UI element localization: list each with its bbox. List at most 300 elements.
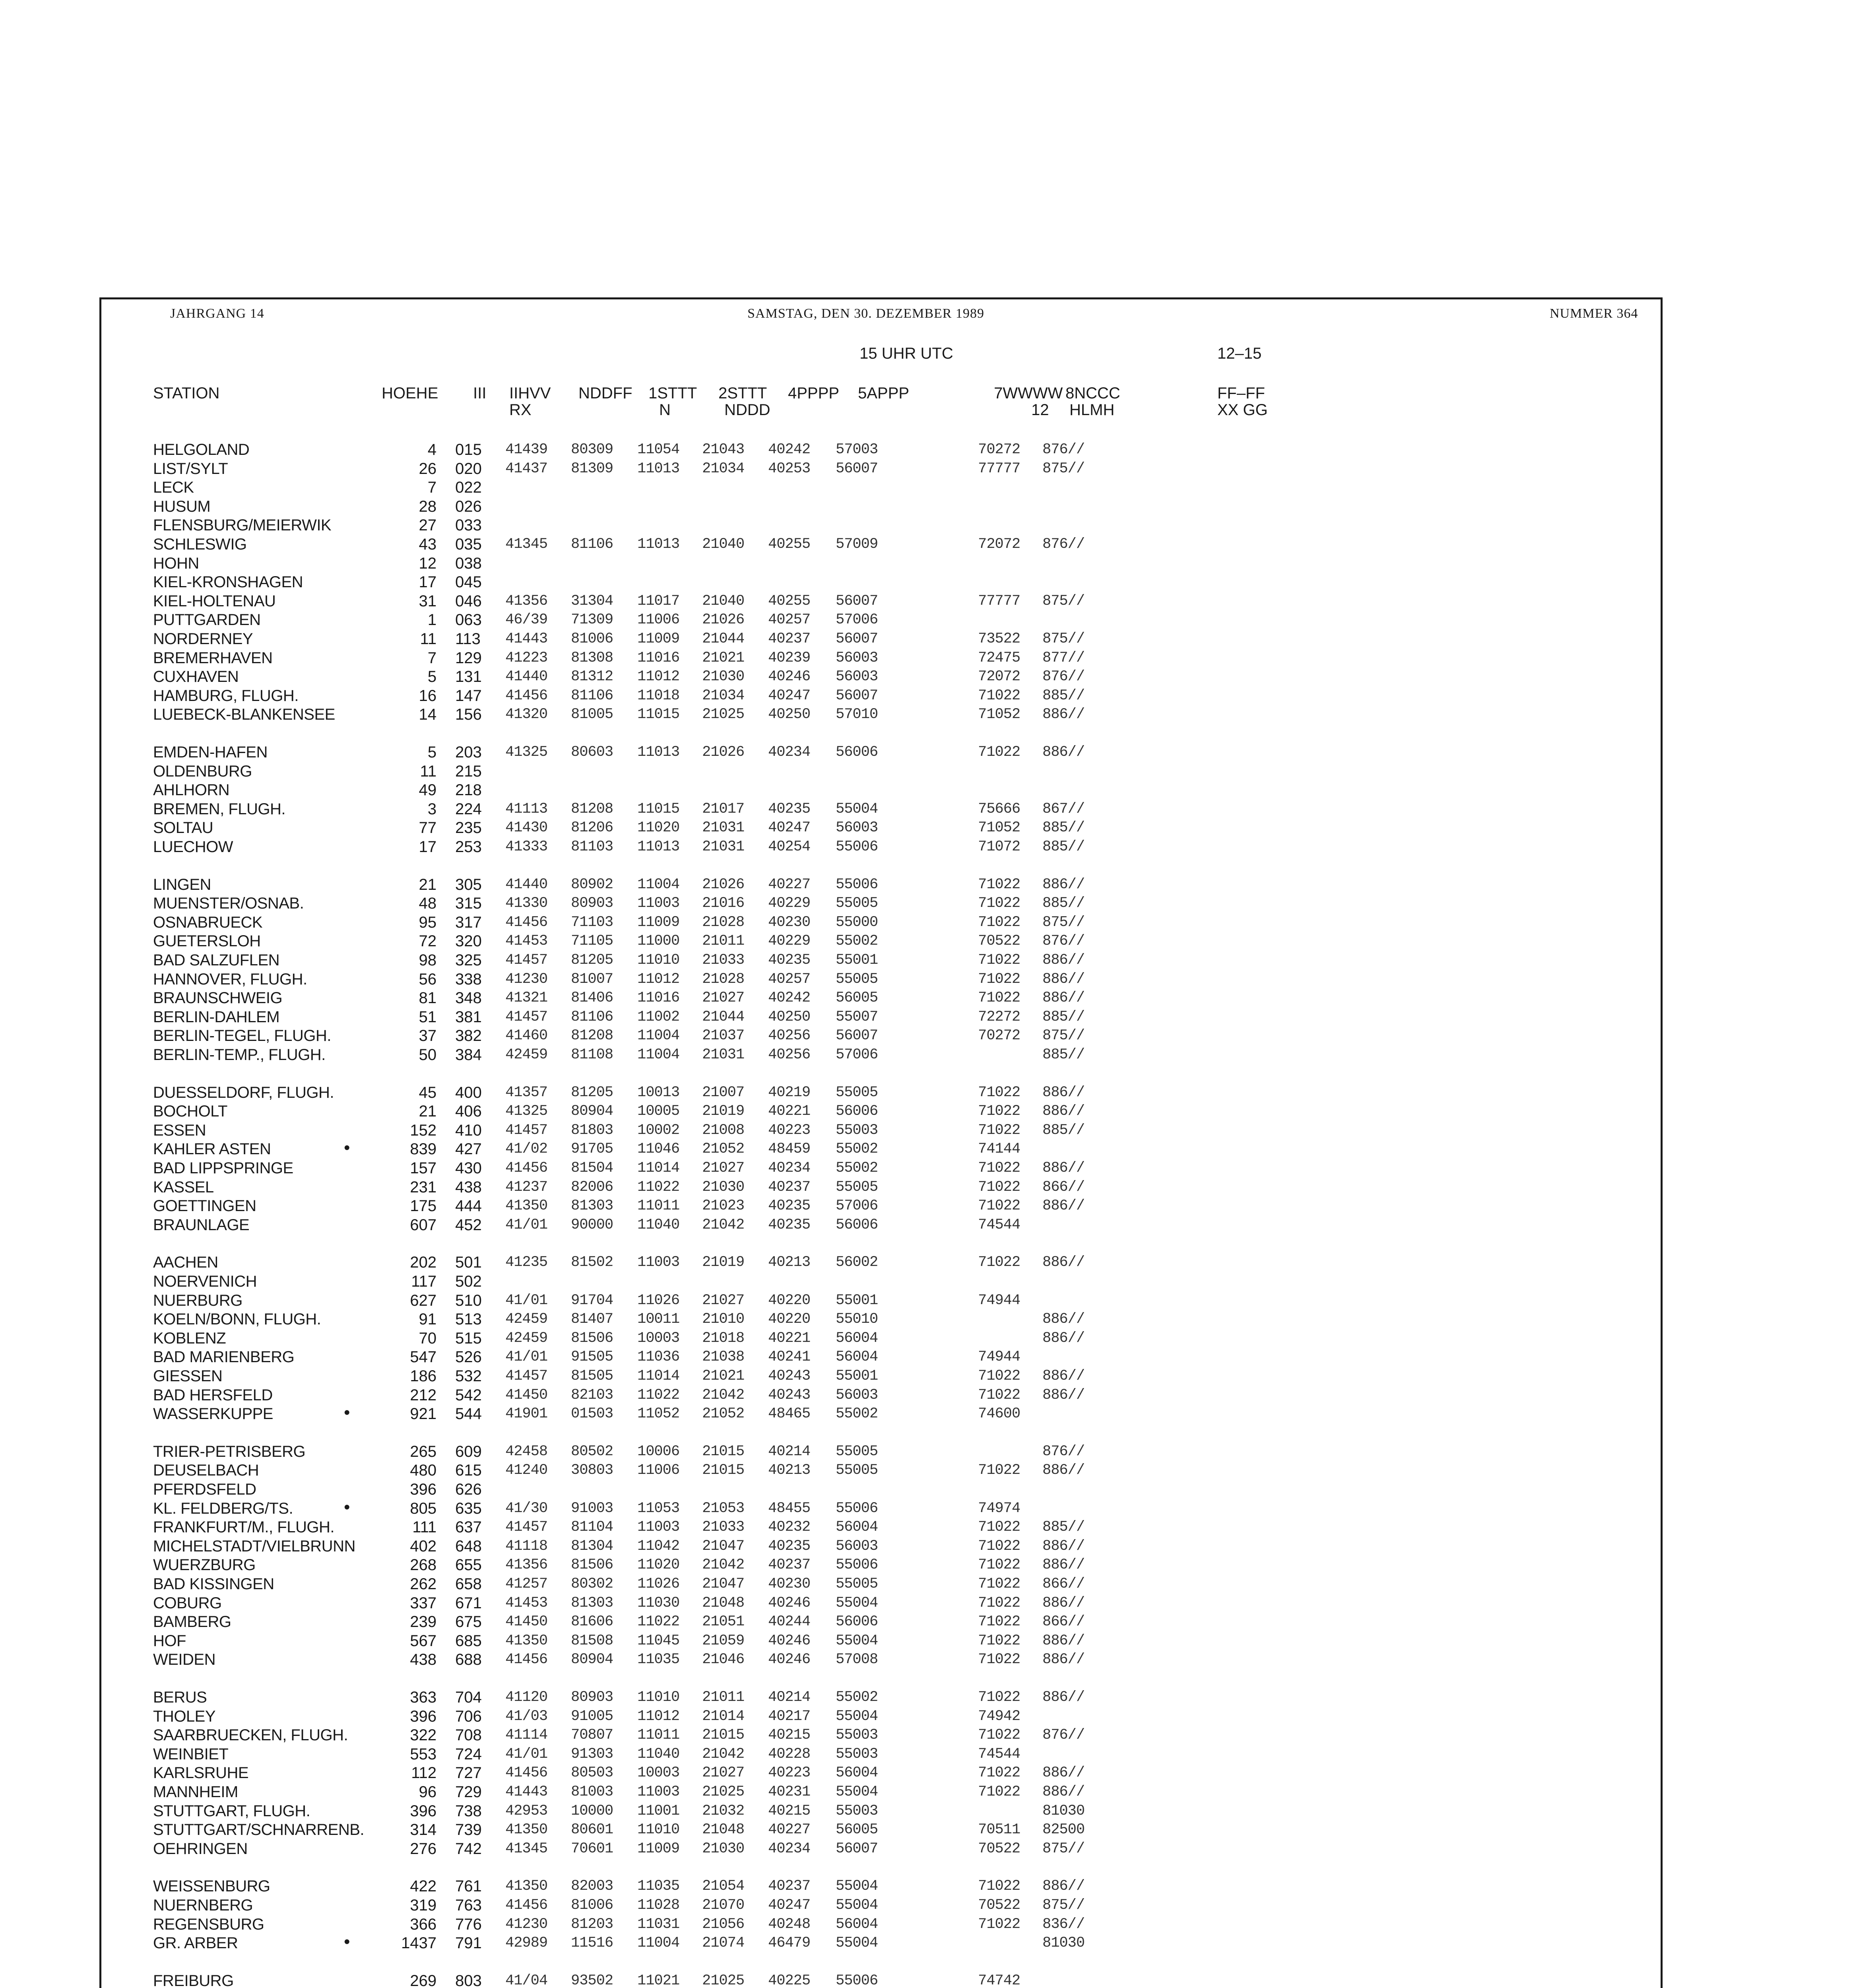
table-row xyxy=(0,1159,1855,1177)
code-group-1: 41450 xyxy=(505,1613,548,1630)
station-height: 56 xyxy=(419,971,437,988)
station-height: 5 xyxy=(427,744,437,761)
code-group-2: 80903 xyxy=(571,1689,613,1706)
table-row xyxy=(0,573,1855,591)
code-group-3: 11002 xyxy=(637,1009,680,1025)
table-row xyxy=(0,1613,1855,1631)
code-group-5: 40234 xyxy=(768,1840,811,1857)
station-height: 337 xyxy=(410,1594,437,1612)
code-group-1: 41345 xyxy=(505,536,548,553)
code-group-4: 21018 xyxy=(702,1330,745,1347)
cloud-group: 81030 xyxy=(1042,1935,1085,1951)
code-group-2: 01503 xyxy=(571,1406,613,1422)
code-group-3: 10003 xyxy=(637,1330,680,1347)
code-group-2: 81308 xyxy=(571,650,613,666)
cloud-group: 866// xyxy=(1042,1179,1085,1196)
station-name: NUERBURG xyxy=(153,1292,243,1309)
cloud-group: 885// xyxy=(1042,895,1085,912)
code-group-5: 40242 xyxy=(768,990,811,1006)
code-group-3: 11046 xyxy=(637,1141,680,1157)
weather-group: 74944 xyxy=(978,1292,1021,1309)
code-group-4: 21027 xyxy=(702,990,745,1006)
table-row xyxy=(0,762,1855,780)
station-id: 038 xyxy=(455,555,482,572)
station-height: 202 xyxy=(410,1254,437,1271)
station-name: GUETERSLOH xyxy=(153,932,261,950)
cloud-group: 876// xyxy=(1042,933,1085,949)
station-id: 045 xyxy=(455,573,482,591)
station-name: NOERVENICH xyxy=(153,1273,257,1290)
mountain-marker: • xyxy=(344,1497,350,1517)
code-group-1: 41333 xyxy=(505,839,548,855)
code-group-4: 21019 xyxy=(702,1254,745,1271)
code-group-4: 21040 xyxy=(702,536,745,553)
station-name: AHLHORN xyxy=(153,781,230,799)
cloud-group: 886// xyxy=(1042,952,1085,969)
code-group-2: 81303 xyxy=(571,1198,613,1214)
station-id: 035 xyxy=(455,536,482,553)
code-group-3: 10011 xyxy=(637,1311,680,1328)
code-group-2: 81104 xyxy=(571,1519,613,1536)
code-group-1: 41457 xyxy=(505,1368,548,1384)
table-row xyxy=(0,894,1855,912)
station-id: 609 xyxy=(455,1443,482,1460)
table-row xyxy=(0,1197,1855,1215)
code-group-5: 48459 xyxy=(768,1141,811,1157)
station-height: 553 xyxy=(410,1745,437,1763)
station-height: 402 xyxy=(410,1538,437,1555)
code-group-1: 41460 xyxy=(505,1027,548,1044)
code-group-3: 11040 xyxy=(637,1746,680,1763)
weather-group: 71052 xyxy=(978,819,1021,836)
station-name: WEISSENBURG xyxy=(153,1877,270,1895)
station-height: 72 xyxy=(419,932,437,950)
code-group-5: 40215 xyxy=(768,1727,811,1743)
code-group-5: 40230 xyxy=(768,1576,811,1592)
station-id: 406 xyxy=(455,1103,482,1120)
code-group-3: 11009 xyxy=(637,631,680,647)
station-name: LUECHOW xyxy=(153,838,233,856)
station-name: SCHLESWIG xyxy=(153,536,247,553)
code-group-2: 81005 xyxy=(571,706,613,723)
code-group-6: 55006 xyxy=(836,876,878,893)
code-group-6: 56006 xyxy=(836,1613,878,1630)
code-group-1: 41235 xyxy=(505,1254,548,1271)
code-group-1: 42989 xyxy=(505,1935,548,1951)
station-name: COBURG xyxy=(153,1594,222,1612)
station-name: EMDEN-HAFEN xyxy=(153,744,268,761)
station-height: 839 xyxy=(410,1140,437,1158)
code-group-3: 11003 xyxy=(637,1254,680,1271)
table-row xyxy=(0,1083,1855,1102)
station-height: 7 xyxy=(427,649,437,667)
code-group-1: 41430 xyxy=(505,819,548,836)
code-group-6: 56003 xyxy=(836,819,878,836)
cloud-group: 886// xyxy=(1042,1160,1085,1176)
station-id: 502 xyxy=(455,1273,482,1290)
code-group-5: 48455 xyxy=(768,1500,811,1517)
code-group-4: 21028 xyxy=(702,914,745,931)
weather-group: 70272 xyxy=(978,441,1021,458)
code-group-3: 10006 xyxy=(637,1443,680,1460)
station-name: BERUS xyxy=(153,1689,207,1706)
code-group-1: 41237 xyxy=(505,1179,548,1196)
cloud-group: 875// xyxy=(1042,1840,1085,1857)
code-group-5: 40246 xyxy=(768,1595,811,1611)
code-group-1: 41330 xyxy=(505,895,548,912)
code-group-6: 56006 xyxy=(836,1217,878,1233)
station-height: 239 xyxy=(410,1613,437,1631)
code-group-2: 91705 xyxy=(571,1141,613,1157)
station-height: 1437 xyxy=(401,1934,437,1952)
station-name: KIEL-HOLTENAU xyxy=(153,592,276,610)
code-group-5: 40220 xyxy=(768,1311,811,1328)
code-group-3: 11014 xyxy=(637,1160,680,1176)
station-name: STUTTGART, FLUGH. xyxy=(153,1802,310,1820)
station-id: 626 xyxy=(455,1481,482,1498)
code-group-4: 21015 xyxy=(702,1443,745,1460)
code-group-5: 40241 xyxy=(768,1349,811,1365)
code-group-5: 40228 xyxy=(768,1746,811,1763)
code-group-3: 11028 xyxy=(637,1897,680,1914)
station-id: 427 xyxy=(455,1140,482,1158)
table-row xyxy=(0,1556,1855,1574)
station-id: 704 xyxy=(455,1689,482,1706)
code-group-4: 21032 xyxy=(702,1803,745,1819)
code-group-5: 40244 xyxy=(768,1613,811,1630)
code-group-2: 71309 xyxy=(571,612,613,628)
weather-group: 74544 xyxy=(978,1217,1021,1233)
code-group-2: 80302 xyxy=(571,1576,613,1592)
station-height: 567 xyxy=(410,1632,437,1650)
code-group-2: 30803 xyxy=(571,1462,613,1479)
table-row xyxy=(0,1594,1855,1612)
code-group-2: 91303 xyxy=(571,1746,613,1763)
code-group-4: 21033 xyxy=(702,1519,745,1536)
cloud-group: 886// xyxy=(1042,1633,1085,1649)
code-group-4: 21043 xyxy=(702,441,745,458)
code-group-6: 56005 xyxy=(836,1821,878,1838)
code-group-2: 80902 xyxy=(571,876,613,893)
table-row xyxy=(0,800,1855,818)
station-height: 547 xyxy=(410,1348,437,1366)
station-name: FRANKFURT/M., FLUGH. xyxy=(153,1518,334,1536)
station-height: 366 xyxy=(410,1916,437,1933)
cloud-group: 886// xyxy=(1042,1538,1085,1555)
table-row xyxy=(0,838,1855,856)
station-name: LIST/SYLT xyxy=(153,460,228,478)
weather-group: 71022 xyxy=(978,1198,1021,1214)
table-row xyxy=(0,1688,1855,1706)
code-group-5: 40242 xyxy=(768,441,811,458)
range-label: 12–15 xyxy=(1217,345,1262,362)
station-id: 803 xyxy=(455,1972,482,1988)
station-id: 685 xyxy=(455,1632,482,1650)
code-group-5: 40223 xyxy=(768,1122,811,1139)
table-row xyxy=(0,535,1855,553)
code-group-6: 55003 xyxy=(836,1803,878,1819)
station-name: GR. ARBER xyxy=(153,1934,238,1952)
code-group-3: 11010 xyxy=(637,1689,680,1706)
table-row xyxy=(0,1840,1855,1858)
code-group-5: 40214 xyxy=(768,1689,811,1706)
station-name: WASSERKUPPE xyxy=(153,1405,273,1423)
station-name: BRAUNSCHWEIG xyxy=(153,989,283,1007)
station-id: 739 xyxy=(455,1821,482,1839)
station-name: KL. FELDBERG/TS. xyxy=(153,1500,293,1517)
code-group-1: 41456 xyxy=(505,1651,548,1668)
code-group-5: 40237 xyxy=(768,631,811,647)
code-group-5: 40243 xyxy=(768,1368,811,1384)
cloud-group: 82500 xyxy=(1042,1821,1085,1838)
weather-group: 77777 xyxy=(978,593,1021,610)
station-id: 742 xyxy=(455,1840,482,1858)
code-group-6: 55004 xyxy=(836,1935,878,1951)
station-id: 317 xyxy=(455,914,482,931)
station-height: 268 xyxy=(410,1556,437,1574)
mountain-marker: • xyxy=(344,1932,350,1951)
station-height: 16 xyxy=(419,687,437,705)
code-group-2: 80904 xyxy=(571,1103,613,1120)
station-name: GOETTINGEN xyxy=(153,1197,256,1215)
station-id: 763 xyxy=(455,1897,482,1914)
weather-group: 71022 xyxy=(978,1557,1021,1573)
code-group-6: 55002 xyxy=(836,1141,878,1157)
table-row xyxy=(0,1121,1855,1140)
table-row xyxy=(0,1499,1855,1518)
code-group-3: 11054 xyxy=(637,441,680,458)
code-group-5: 40220 xyxy=(768,1292,811,1309)
code-group-4: 21007 xyxy=(702,1084,745,1101)
station-id: 215 xyxy=(455,763,482,780)
code-group-6: 55004 xyxy=(836,1784,878,1800)
station-name: BAD HERSFELD xyxy=(153,1386,273,1404)
table-row xyxy=(0,554,1855,573)
code-group-4: 21028 xyxy=(702,971,745,988)
station-id: 382 xyxy=(455,1027,482,1044)
station-name: GIESSEN xyxy=(153,1367,223,1385)
station-name: KOBLENZ xyxy=(153,1330,226,1347)
code-group-5: 40256 xyxy=(768,1027,811,1044)
table-row xyxy=(0,1726,1855,1744)
weather-group: 71022 xyxy=(978,1689,1021,1706)
cloud-group: 875// xyxy=(1042,460,1085,477)
weather-group: 74144 xyxy=(978,1141,1021,1157)
station-id: 147 xyxy=(455,687,482,705)
code-group-3: 11021 xyxy=(637,1972,680,1988)
station-height: 11 xyxy=(420,763,437,780)
code-group-1: 41453 xyxy=(505,933,548,949)
weather-group: 72072 xyxy=(978,536,1021,553)
code-group-6: 55010 xyxy=(836,1311,878,1328)
code-group-2: 81304 xyxy=(571,1538,613,1555)
code-group-3: 11004 xyxy=(637,876,680,893)
table-row xyxy=(0,989,1855,1007)
table-row xyxy=(0,611,1855,629)
station-id: 658 xyxy=(455,1575,482,1593)
station-height: 51 xyxy=(419,1008,437,1026)
code-group-1: 41443 xyxy=(505,631,548,647)
station-id: 384 xyxy=(455,1046,482,1064)
station-name: BOCHOLT xyxy=(153,1103,227,1120)
station-height: 112 xyxy=(411,1764,437,1782)
cloud-group: 836// xyxy=(1042,1916,1085,1933)
cloud-group: 886// xyxy=(1042,990,1085,1006)
code-group-2: 91005 xyxy=(571,1708,613,1725)
weather-group: 70522 xyxy=(978,933,1021,949)
station-id: 129 xyxy=(455,649,482,667)
code-group-6: 56003 xyxy=(836,668,878,685)
code-group-4: 21027 xyxy=(702,1292,745,1309)
code-group-1: 41/30 xyxy=(505,1500,548,1517)
code-group-6: 56004 xyxy=(836,1330,878,1347)
station-id: 235 xyxy=(455,819,482,837)
table-row xyxy=(0,649,1855,667)
code-group-4: 21011 xyxy=(702,933,745,949)
station-id: 315 xyxy=(455,895,482,912)
station-name: HANNOVER, FLUGH. xyxy=(153,971,307,988)
code-group-1: 41440 xyxy=(505,668,548,685)
station-id: 501 xyxy=(455,1254,482,1271)
weather-group: 71022 xyxy=(978,952,1021,969)
code-group-5: 40235 xyxy=(768,1217,811,1233)
code-group-4: 21038 xyxy=(702,1349,745,1365)
code-group-2: 81506 xyxy=(571,1330,613,1347)
col-nddd: NDDD xyxy=(724,401,770,419)
station-name: WEINBIET xyxy=(153,1745,229,1763)
weather-group: 74544 xyxy=(978,1746,1021,1763)
code-group-4: 21052 xyxy=(702,1406,745,1422)
cloud-group: 885// xyxy=(1042,1519,1085,1536)
col-8nccc: 8NCCC xyxy=(1065,384,1120,402)
cloud-group: 885// xyxy=(1042,687,1085,704)
weather-group: 71022 xyxy=(978,971,1021,988)
station-name: SAARBRUECKEN, FLUGH. xyxy=(153,1726,348,1744)
weather-group: 72072 xyxy=(978,668,1021,685)
code-group-6: 57009 xyxy=(836,536,878,553)
weather-group: 72475 xyxy=(978,650,1021,666)
code-group-5: 40232 xyxy=(768,1519,811,1536)
col-1sttt: 1STTT xyxy=(648,384,697,402)
code-group-5: 48465 xyxy=(768,1406,811,1422)
station-name: HELGOLAND xyxy=(153,441,250,458)
cloud-group: 886// xyxy=(1042,1368,1085,1384)
weather-group: 71022 xyxy=(978,1254,1021,1271)
code-group-2: 81303 xyxy=(571,1595,613,1611)
table-row xyxy=(0,1008,1855,1026)
code-group-2: 81206 xyxy=(571,819,613,836)
code-group-6: 55005 xyxy=(836,1462,878,1479)
code-group-5: 40235 xyxy=(768,1198,811,1214)
cloud-group: 886// xyxy=(1042,1084,1085,1101)
code-group-4: 21047 xyxy=(702,1538,745,1555)
code-group-5: 40246 xyxy=(768,1633,811,1649)
code-group-6: 55006 xyxy=(836,1500,878,1517)
station-id: 776 xyxy=(455,1916,482,1933)
station-id: 532 xyxy=(455,1367,482,1385)
code-group-5: 40235 xyxy=(768,801,811,817)
weather-group: 77777 xyxy=(978,460,1021,477)
code-group-2: 81208 xyxy=(571,1027,613,1044)
station-height: 21 xyxy=(419,1103,437,1120)
station-name: LECK xyxy=(153,479,194,496)
code-group-1: 41230 xyxy=(505,971,548,988)
station-height: 396 xyxy=(410,1802,437,1820)
station-height: 31 xyxy=(419,592,437,610)
code-group-5: 40229 xyxy=(768,895,811,912)
cloud-group: 886// xyxy=(1042,1595,1085,1611)
code-group-1: 41/02 xyxy=(505,1141,548,1157)
station-name: HOHN xyxy=(153,555,199,572)
table-row xyxy=(0,1310,1855,1328)
station-height: 314 xyxy=(410,1821,437,1839)
code-group-4: 21026 xyxy=(702,612,745,628)
code-group-3: 11006 xyxy=(637,612,680,628)
station-height: 262 xyxy=(410,1575,437,1593)
code-group-6: 55006 xyxy=(836,1557,878,1573)
code-group-3: 11020 xyxy=(637,1557,680,1573)
code-group-1: 41457 xyxy=(505,1519,548,1536)
col-hoehe: HOEHE xyxy=(382,384,439,402)
col-iii: III xyxy=(473,384,487,402)
code-group-5: 40243 xyxy=(768,1387,811,1404)
station-height: 265 xyxy=(410,1443,437,1460)
code-group-5: 40235 xyxy=(768,952,811,969)
code-group-5: 40215 xyxy=(768,1803,811,1819)
station-height: 276 xyxy=(410,1840,437,1858)
code-group-4: 21017 xyxy=(702,801,745,817)
code-group-2: 81406 xyxy=(571,990,613,1006)
weather-group: 71022 xyxy=(978,1519,1021,1536)
station-height: 77 xyxy=(419,819,437,837)
code-group-6: 55005 xyxy=(836,895,878,912)
code-group-4: 21059 xyxy=(702,1633,745,1649)
mountain-marker: • xyxy=(344,1138,350,1157)
cloud-group: 886// xyxy=(1042,1103,1085,1120)
station-height: 50 xyxy=(419,1046,437,1064)
station-height: 1 xyxy=(427,611,437,629)
cloud-group: 886// xyxy=(1042,971,1085,988)
table-row xyxy=(0,1046,1855,1064)
table-row xyxy=(0,630,1855,648)
code-group-6: 57008 xyxy=(836,1651,878,1668)
station-id: 688 xyxy=(455,1651,482,1668)
code-group-6: 56006 xyxy=(836,744,878,761)
station-height: 231 xyxy=(410,1178,437,1196)
station-id: 727 xyxy=(455,1764,482,1782)
station-id: 218 xyxy=(455,781,482,799)
cloud-group: 886// xyxy=(1042,1387,1085,1404)
table-row xyxy=(0,970,1855,988)
cloud-group: 876// xyxy=(1042,1443,1085,1460)
code-group-3: 11004 xyxy=(637,1935,680,1951)
code-group-2: 80904 xyxy=(571,1651,613,1668)
code-group-3: 11000 xyxy=(637,933,680,949)
station-id: 706 xyxy=(455,1708,482,1725)
code-group-6: 55004 xyxy=(836,1708,878,1725)
code-group-3: 11018 xyxy=(637,687,680,704)
col-12: 12 xyxy=(1031,401,1049,419)
code-group-4: 21047 xyxy=(702,1576,745,1592)
table-row xyxy=(0,1216,1855,1234)
code-group-4: 21027 xyxy=(702,1765,745,1781)
code-group-6: 55004 xyxy=(836,1633,878,1649)
station-name: MANNHEIM xyxy=(153,1783,238,1801)
code-group-1: 41456 xyxy=(505,914,548,931)
station-id: 675 xyxy=(455,1613,482,1631)
code-group-1: 41345 xyxy=(505,1840,548,1857)
code-group-4: 21025 xyxy=(702,706,745,723)
